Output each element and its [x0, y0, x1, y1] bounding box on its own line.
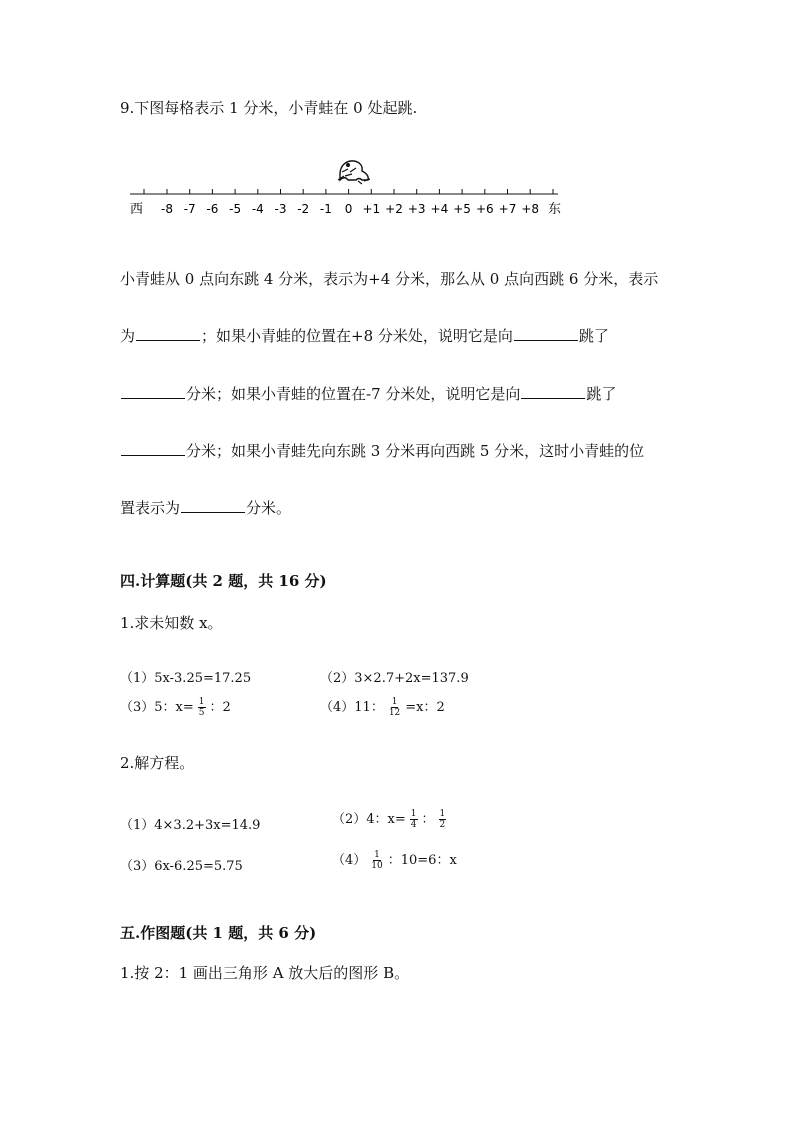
answer-blank-6[interactable] [181, 511, 245, 513]
tick-label: -4 [251, 202, 264, 216]
numerator: 1 [198, 697, 205, 707]
q9-line1: 小青蛙从 0 点向东跳 4 分米，表示为+4 分米，那么从 0 点向西跳 6 分米，表示 [120, 270, 659, 288]
q9-title: 9.下图每格表示 1 分米，小青蛙在 0 处起跳. [120, 99, 418, 117]
number-line-svg [128, 150, 568, 222]
fraction [410, 809, 418, 830]
q9-line2-b: ；如果小青蛙的位置在+8 分米处，说明它是向 [201, 327, 513, 345]
q9-line3-b: 跳了 [586, 385, 617, 403]
numerator: 1 [439, 809, 446, 819]
fraction [439, 809, 447, 830]
s4-q1-p4 [320, 696, 445, 718]
denominator: 4 [410, 820, 417, 830]
answer-blank-3[interactable] [121, 397, 185, 399]
s4-q1-p1: （1）5x-3.25=17.25 [120, 671, 252, 686]
tick-label: -5 [229, 202, 242, 216]
s4-q2-p2 [332, 808, 450, 830]
tick-label: -8 [161, 202, 173, 216]
s4-q2-title: 2.解方程。 [120, 754, 195, 772]
denominator: 5 [198, 708, 205, 718]
section4-heading: 四.计算题(共 2 题，共 16 分) [120, 572, 327, 590]
s4-q2-p3: （3）6x-6.25=5.75 [120, 859, 243, 874]
q9-line2 [120, 325, 609, 346]
tick-label: +3 [407, 202, 426, 216]
tick-label: +5 [453, 202, 471, 216]
s4-q1-p4-b: =x：2 [405, 700, 445, 715]
fraction [198, 697, 206, 718]
answer-blank-4[interactable] [521, 397, 585, 399]
s5-q1-title: 1.按 2：1 画出三角形 A 放大后的图形 B。 [120, 964, 410, 982]
tick-label: -6 [206, 202, 219, 216]
tick-label: +4 [430, 202, 449, 216]
tick-label: +2 [385, 202, 403, 216]
s4-q2-p1: （1）4×3.2+3x=14.9 [120, 818, 261, 833]
denominator: 12 [388, 708, 401, 718]
q9-line5-a: 置表示为 [120, 499, 181, 517]
fraction [370, 850, 383, 871]
tick-label: +8 [521, 202, 540, 216]
s4-q1-p4-a: （4）11： [320, 700, 384, 715]
q9-line4 [120, 440, 644, 461]
fraction [388, 697, 401, 718]
s4-q1-title: 1.求未知数 x。 [120, 614, 223, 632]
s4-q2-p2-mid: ： [421, 812, 435, 827]
east-label: 东 [548, 202, 562, 217]
s4-q2-p4 [332, 849, 457, 871]
s4-q1-p3-a: （3）5：x= [120, 700, 194, 715]
frog-icon [338, 161, 370, 184]
tick-label: +1 [362, 202, 381, 216]
s4-q2-p2-a: （2）4：x= [332, 812, 406, 827]
answer-blank-1[interactable] [136, 339, 200, 341]
tick-label: +6 [475, 202, 494, 216]
s4-q2-p4-b: ：10=6：x [387, 853, 457, 868]
q9-line5-b: 分米。 [246, 499, 292, 517]
number-line [128, 150, 568, 226]
s4-q2-p4-a: （4） [332, 853, 367, 868]
tick-label: -7 [183, 202, 196, 216]
numerator: 1 [374, 850, 380, 860]
tick-label: +7 [498, 202, 517, 216]
answer-blank-2[interactable] [514, 339, 578, 341]
s4-q1-p2: （2）3×2.7+2x=137.9 [320, 671, 469, 686]
q9-line2-c: 跳了 [578, 327, 609, 345]
numerator: 1 [391, 697, 398, 707]
tick-labels [161, 202, 539, 216]
q9-line3 [120, 383, 616, 404]
q9-line2-a: 为 [120, 327, 136, 345]
q9-line5 [120, 497, 291, 518]
q9-line4-a: 分米；如果小青蛙先向东跳 3 分米再向西跳 5 分米，这时小青蛙的位 [186, 442, 645, 460]
s4-q1-p3-b: ：2 [209, 700, 231, 715]
q9-line3-a: 分米；如果小青蛙的位置在-7 分米处，说明它是向 [186, 385, 521, 403]
tick-label: -3 [274, 202, 287, 216]
numerator: 1 [410, 809, 417, 819]
tick-label: 0 [344, 202, 353, 216]
s4-q1-p3 [120, 696, 231, 718]
tick-label: -2 [297, 202, 310, 216]
section5-heading: 五.作图题(共 1 题，共 6 分) [120, 924, 317, 942]
answer-blank-5[interactable] [121, 454, 185, 456]
tick-marks [144, 189, 553, 194]
denominator: 2 [439, 820, 446, 830]
west-label: 西 [130, 202, 144, 217]
tick-label: -1 [319, 202, 332, 216]
denominator: 10 [371, 861, 383, 871]
